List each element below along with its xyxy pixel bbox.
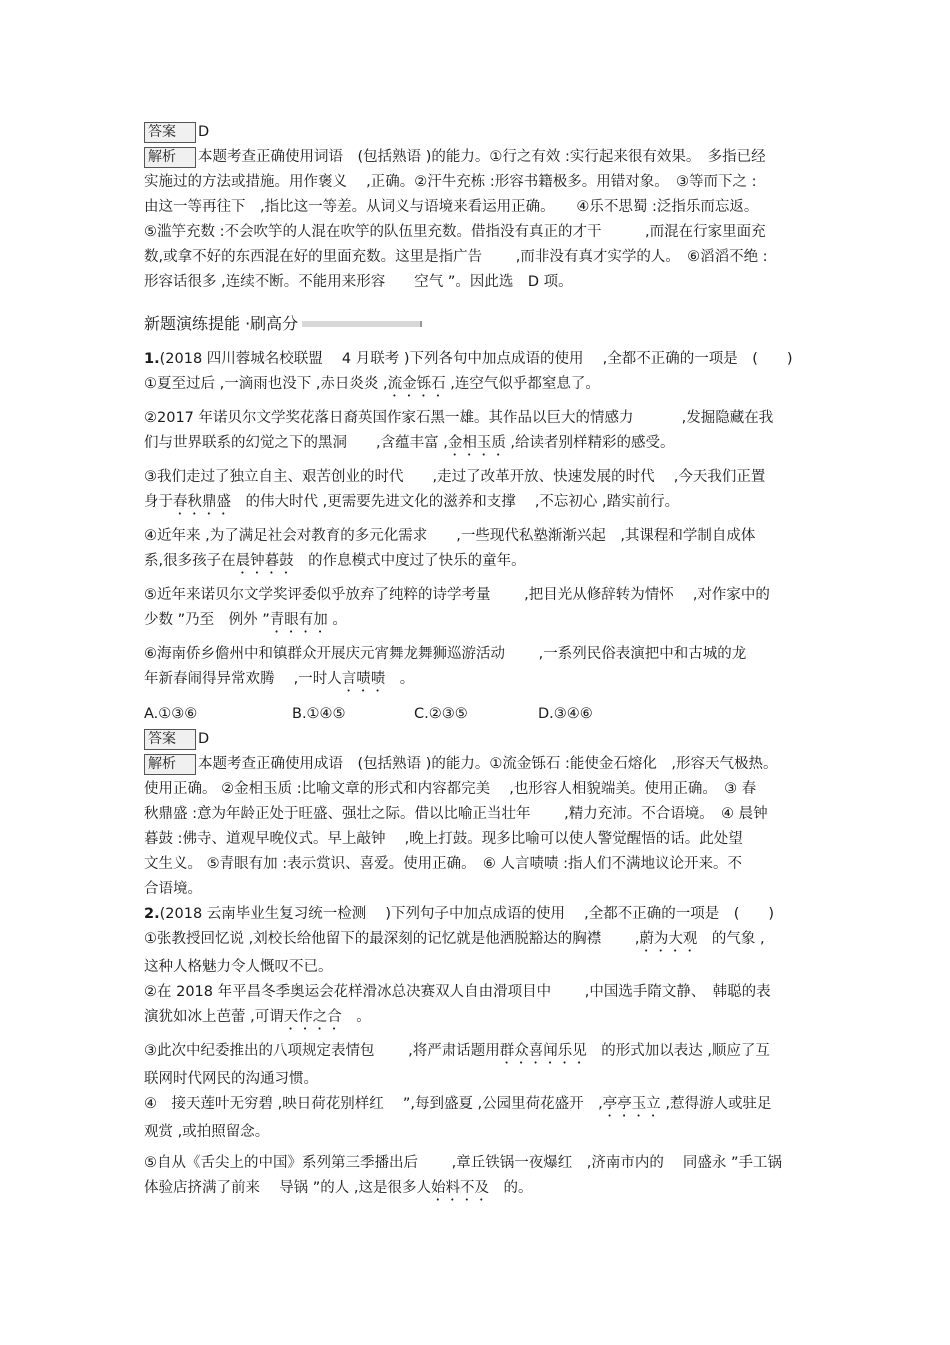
sentence: 这种人格魅力令人慨叹不已。 [144,959,333,975]
answer-label: 答案 [144,122,196,143]
analysis-label: 解析 [144,754,196,775]
answer-line [144,120,814,145]
analysis-text: 秋鼎盛 :意为年龄正处于旺盛、强壮之际。借以比喻正当壮年 ,精力充沛。不合语境。 ④ 晨钟 [144,806,768,822]
analysis-line [144,752,814,777]
dotted-idiom: 群众喜闻乐见 [499,1043,587,1059]
analysis-text: 暮鼓 :佛寺、道观早晚仪式。早上敲钟 ,晚上打鼓。现多比喻可以使人警觉醒悟的话。此处望 [144,831,743,847]
sentence: 年新春闹得异常欢腾 ,一时人言啧啧 。 [144,671,415,687]
question-stem [144,347,814,372]
sentence: ⑤近年来诺贝尔文学奖评委似乎放弃了纯粹的诗学考量 ,把目光从修辞转为情怀 ,对作家中的 [144,587,770,603]
dotted-idiom: 晨钟暮鼓 [235,553,294,569]
analysis-text: ⑤滥竽充数 :不会吹竽的人混在吹竽的队伍里充数。借指没有真正的才干 ,而混在行家里面充 [144,224,766,240]
analysis-text: 使用正确。 ②金相玉质 :比喻文章的形式和内容都完美 ,也形容人相貌端美。使用正确。 ③ 春 [144,781,757,797]
dotted-idiom: 天作之合 [283,1009,342,1025]
analysis-line [144,145,814,170]
dotted-idiom: 亭亭玉立 [602,1096,661,1112]
question-text: (2018 云南毕业生复习统一检测 )下列句子中加点成语的使用 ,全都不正确的一项是 ( ) [159,906,775,922]
dotted-idiom: 流金铄石 [387,376,446,392]
analysis-text: 实施过的方法或措施。用作褒义 ,正确。②汗牛充栋 :形容书籍极多。用错对象。 ③等而下之 : [144,174,757,190]
sentence: ⑥海南侨乡儋州中和镇群众开展庆元宵舞龙舞狮巡游活动 ,一系列民俗表演把中和古城的龙 [144,646,747,662]
option-a[interactable]: A.①③⑥ [144,706,198,722]
sentence: ③我们走过了独立自主、艰苦创业的时代 ,走过了改革开放、快速发展的时代 ,今天我们正置 [144,469,766,485]
sentence: 们与世界联系的幻觉之下的黑洞 ,含蕴丰富 ,金相玉质 ,给读者别样精彩的感受。 [144,435,675,451]
analysis-text: 文生义。 ⑤青眼有加 :表示赏识、喜爱。使用正确。 ⑥ 人言啧啧 :指人们不满地议论开来。不 [144,856,742,872]
sentence: ①夏至过后 ,一滴雨也没下 ,赤日炎炎 ,流金铄石 ,连空气似乎都窒息了。 [144,376,600,392]
dotted-idiom: 青眼有加 [269,612,328,628]
sentence: 演犹如冰上芭蕾 ,可谓天作之合 。 [144,1009,371,1025]
analysis-text: 形容话很多 ,连续不断。不能用来形容 空气 ”。因此选 D 项。 [144,274,573,290]
analysis-text: 合语境。 [144,881,202,897]
section-bar [302,321,422,327]
analysis-text: 本题考查正确使用词语 (包括熟语 )的能力。①行之有效 :实行起来很有效果。 多指已经 [198,149,766,165]
sentence: ②在 2018 年平昌冬季奥运会花样滑冰总决赛双人自由滑项目中 ,中国选手隋文静、 韩聪的表 [144,984,771,1000]
dotted-idiom: 金相玉质 [447,435,506,451]
answer-options [144,701,814,727]
analysis-label: 解析 [144,147,196,168]
page [144,120,814,1204]
answer-value: D [198,124,210,140]
sentence: ③此次中纪委推出的八项规定表情包 ,将严肃话题用群众喜闻乐见 的形式加以表达 ,顺应了互 [144,1043,770,1059]
option-b[interactable]: B.①④⑤ [292,706,346,722]
sentence: 体验店挤满了前来 导锅 ”的人 ,这是很多人始料不及 的。 [144,1180,533,1196]
question-number: 1. [144,351,160,367]
answer-line [144,727,814,752]
question-text: (2018 四川蓉城名校联盟 4 月联考 )下列各句中加点成语的使用 ,全都不正确的一项是 ( ) [159,351,793,367]
sentence: ④近年来 ,为了满足社会对教育的多元化需求 ,一些现代私塾渐渐兴起 ,其课程和学制自成体 [144,528,756,544]
sentence: 观赏 ,或拍照留念。 [144,1124,270,1140]
sentence: ④ 接天莲叶无穷碧 ,映日荷花别样红 ”,每到盛夏 ,公园里荷花盛开 ,亭亭玉立 ,惹得游人或驻足 [144,1096,772,1112]
analysis-text: 数,或拿不好的东西混在好的里面充数。这里是指广告 ,而非没有真才实学的人。 ⑥滔滔不绝 : [144,249,768,265]
section-title: 新题演练提能 ·刷高分 [144,314,299,333]
sentence: ⑤自从《舌尖上的中国》系列第三季播出后 ,章丘铁锅一夜爆红 ,济南市内的 同盛永 ”手工锅 [144,1155,783,1171]
sentence: ②2017 年诺贝尔文学奖花落日裔英国作家石黑一雄。其作品以巨大的情感力 ,发掘隐藏在我 [144,410,774,426]
sentence: 联网时代网民的沟通习惯。 [144,1071,318,1087]
sentence: ①张教授回忆说 ,刘校长给他留下的最深刻的记忆就是他洒脱豁达的胸襟 ,蔚为大观 的气象 , [144,931,765,947]
answer-label: 答案 [144,729,196,750]
dotted-idiom: 蔚为大观 [639,931,698,947]
question-stem [144,902,814,927]
analysis-text: 由这一等再往下 ,指比这一等差。从词义与语境来看运用正确。 ④乐不思蜀 :泛指乐而忘返。 [144,199,759,215]
analysis-text: 本题考查正确使用成语 (包括熟语 )的能力。①流金铄石 :能使金石熔化 ,形容天气极热。 [198,756,778,772]
dotted-idiom: 始料不及 [430,1180,489,1196]
dotted-idiom: 春秋鼎盛 [173,494,231,510]
sentence: 系,很多孩子在晨钟暮鼓 的作息模式中度过了快乐的童年。 [144,553,526,569]
question-number: 2. [144,906,160,922]
answer-value: D [198,731,210,747]
option-c[interactable]: C.②③⑤ [414,706,468,722]
section-header [144,311,814,337]
option-d[interactable]: D.③④⑥ [538,706,593,722]
sentence: 少数 ”乃至 例外 ”青眼有加 。 [144,612,347,628]
sentence: 身于春秋鼎盛 的伟大时代 ,更需要先进文化的滋养和支撑 ,不忘初心 ,踏实前行。 [144,494,680,510]
dotted-idiom: 言啧啧 [341,671,386,687]
